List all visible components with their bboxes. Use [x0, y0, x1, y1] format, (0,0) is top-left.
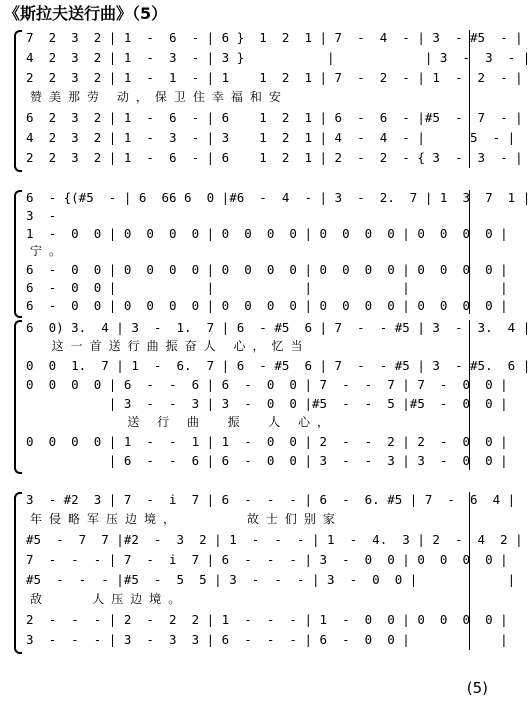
lyric-line: 这一首送行曲振奋人 心，忆当 [30, 339, 310, 353]
notation-line: 7 2 3 2 | 1 - 6 - | 6 } 1 2 1 | 7 - 4 - | 3 - #5 - | [26, 30, 523, 45]
notation-line: 3 - #2 3 | 7 - i 7 | 6 - - - | 6 - 6. #5 | 7 - 6 4 | [26, 492, 516, 507]
system-bracket [14, 492, 22, 654]
lyric-line: 赞美那劳 动，保卫住幸福和安 [30, 90, 288, 104]
notation-line: #5 - - - |#5 - 5 5 | 3 - - - | 3 - 0 0 | | [26, 572, 516, 587]
score-system-3 [0, 318, 530, 474]
notation-line: 3 - [26, 208, 57, 223]
notation-line: #5 - 7 7 |#2 - 3 2 | 1 - - - | 1 - 4. 3 | 2 - 4 2 | [26, 532, 523, 547]
page-title: 《斯拉夫送行曲》（5） [4, 4, 168, 23]
notation-line: 7 - - - | 7 - i 7 | 6 - - - | 3 - 0 0 | 0 0 0 0 | [26, 552, 508, 567]
notation-line: 6 - 0 0 | 0 0 0 0 | 0 0 0 0 | 0 0 0 0 | 0 0 0 0 | [26, 298, 508, 313]
notation-line: 0 0 0 0 | 1 - - 1 | 1 - 0 0 | 2 - - 2 | 2 - 0 0 | [26, 434, 508, 449]
lyric-line: 年侵略军压边境， 故士们别家 [30, 512, 342, 526]
notation-line: 2 - - - | 2 - 2 2 | 1 - - - | 1 - 0 0 | 0 0 0 0 | [26, 612, 508, 627]
score-system-1 [0, 28, 530, 172]
notation-line: 2 2 3 2 | 1 - 1 - | 1 1 2 1 | 7 - 2 - | 1 - 2 - | [26, 70, 523, 85]
system-bracket [14, 30, 22, 172]
lyric-line: 送 行 曲 振 人 心， [30, 415, 337, 429]
notation-line: | 6 - - 6 | 6 - 0 0 | 3 - - 3 | 3 - 0 0 | [26, 453, 508, 468]
system-bracket [14, 320, 22, 474]
notation-line: 4 2 3 2 | 1 - 3 - | 3 1 2 1 | 4 - 4 - | 5 - | [26, 130, 516, 145]
notation-line: 6 0) 3. 4 | 3 - 1. 7 | 6 - #5 6 | 7 - - #5 | 3 - 3. 4 | [26, 320, 530, 335]
notation-line: 6 - 0 0 | 0 0 0 0 | 0 0 0 0 | 0 0 0 0 | 0 0 0 0 | [26, 262, 508, 277]
notation-line: 1 - 0 0 | 0 0 0 0 | 0 0 0 0 | 0 0 0 0 | 0 0 0 0 | [26, 226, 508, 241]
notation-line: 6 - {(#5 - | 6 66 6 0 |#6 - 4 - | 3 - 2. 7 | 1 3 7 1 | [26, 190, 530, 205]
notation-line: 0 0 1. 7 | 1 - 6. 7 | 6 - #5 6 | 7 - - #5 | 3 - #5. 6 | [26, 358, 530, 373]
notation-line: 3 - - - | 3 - 3 3 | 6 - - - | 6 - 0 0 | | [26, 632, 508, 647]
notation-line: 6 - 0 0 | | | | | [26, 280, 508, 295]
lyric-line: 宁。 [30, 244, 69, 258]
system-bracket [14, 190, 22, 318]
lyric-line: 敌 人压边境。 [30, 592, 188, 606]
notation-line: 0 0 0 0 | 6 - - 6 | 6 - 0 0 | 7 - - 7 | 7 - 0 0 | [26, 377, 508, 392]
score-system-4 [0, 490, 523, 654]
notation-line: | 3 - - 3 | 3 - 0 0 |#5 - - 5 |#5 - 0 0 | [26, 396, 508, 411]
notation-line: 2 2 3 2 | 1 - 6 - | 6 1 2 1 | 2 - 2 - { 3 - 3 - | [26, 150, 523, 165]
page-number: (5) [466, 679, 488, 697]
notation-line: 6 2 3 2 | 1 - 6 - | 6 1 2 1 | 6 - 6 - |#5 - 7 - | [26, 110, 523, 125]
notation-line: 4 2 3 2 | 1 - 3 - | 3 } | | 3 - 3 - | [26, 50, 530, 65]
score-system-2 [0, 188, 530, 318]
